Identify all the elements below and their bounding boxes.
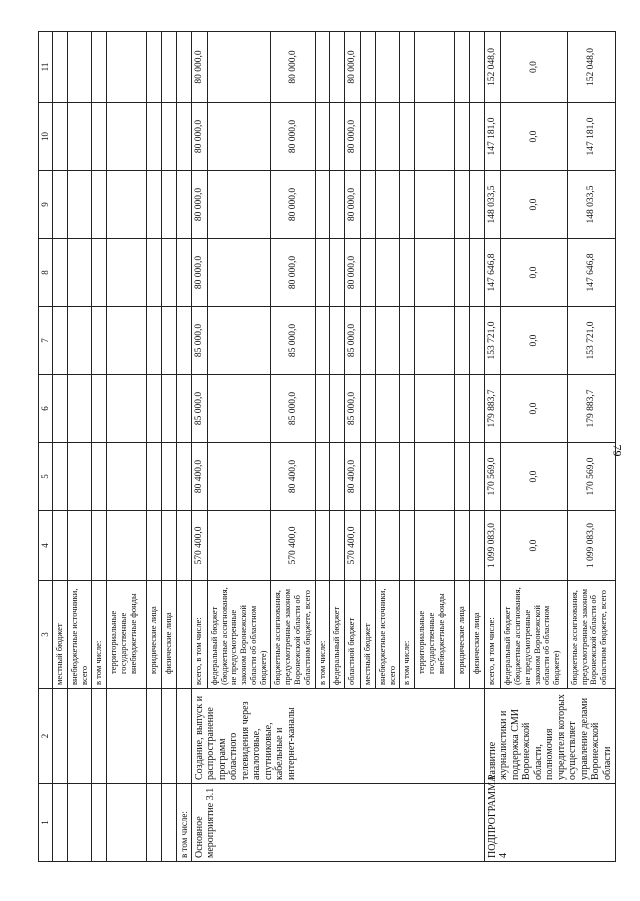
cell-value [53, 239, 68, 307]
cell-value [469, 443, 484, 511]
cell-value [455, 32, 470, 103]
cell-source: в том числе: [400, 581, 415, 689]
cell-value [330, 171, 345, 239]
cell-value [67, 375, 92, 443]
cell-value [147, 32, 162, 103]
cell-value [161, 103, 176, 171]
cell-value [53, 443, 68, 511]
cell-value [360, 103, 375, 171]
cell-value: 80 000,0 [191, 171, 207, 239]
cell-value [455, 375, 470, 443]
cell-value [469, 239, 484, 307]
col-header: 8 [39, 239, 53, 307]
cell-value [147, 443, 162, 511]
cell-name [53, 689, 68, 784]
cell-source: физические лица [161, 581, 176, 689]
cell-value [207, 32, 271, 103]
cell-source: юридические лица [147, 581, 162, 689]
cell-value: 80 000,0 [271, 239, 315, 307]
cell-value [107, 511, 147, 581]
cell-value [415, 171, 455, 239]
cell-value [92, 171, 107, 239]
cell-value [360, 375, 375, 443]
cell-value: 85 000,0 [191, 307, 207, 375]
cell-value [375, 239, 400, 307]
cell-value [469, 375, 484, 443]
col-header: 9 [39, 171, 53, 239]
cell-source: юридические лица [455, 581, 470, 689]
col-header: 3 [39, 581, 53, 689]
cell-value [375, 307, 400, 375]
cell-value: 152 048,0 [484, 32, 501, 103]
cell-value [176, 443, 191, 511]
col-header: 5 [39, 443, 53, 511]
cell-value: 80 400,0 [191, 443, 207, 511]
cell-value [67, 171, 92, 239]
cell-value [330, 103, 345, 171]
cell-source: федеральный бюджет (бюджетные ассигнования, не предусмотренные законом Воронежской области об областном бюджете) [501, 581, 568, 689]
table-row [161, 32, 176, 862]
cell-value: 80 400,0 [345, 443, 361, 511]
cell-value: 147 181,0 [484, 103, 501, 171]
cell-value [400, 103, 415, 171]
cell-value [469, 511, 484, 581]
cell-value [53, 307, 68, 375]
cell-value [147, 103, 162, 171]
cell-source: внебюджетные источники, всего [67, 581, 92, 689]
cell-value: 0,0 [501, 171, 568, 239]
cell-value: 1 099 083,0 [567, 511, 615, 581]
table-row [67, 32, 92, 862]
cell-source: в том числе: [92, 581, 107, 689]
cell-value [176, 375, 191, 443]
cell-value [147, 307, 162, 375]
cell-value [469, 171, 484, 239]
cell-value [176, 511, 191, 581]
cell-source: всего, в том числе: [191, 581, 207, 689]
cell-value [375, 375, 400, 443]
cell-name [176, 689, 191, 784]
cell-name [161, 689, 176, 784]
cell-name [147, 689, 162, 784]
cell-value [455, 171, 470, 239]
cell-value: 153 721,0 [567, 307, 615, 375]
cell-value [147, 239, 162, 307]
cell-value [330, 307, 345, 375]
cell-value [107, 443, 147, 511]
cell-value [161, 171, 176, 239]
cell-value [161, 443, 176, 511]
cell-value: 85 000,0 [271, 375, 315, 443]
cell-value [107, 239, 147, 307]
cell-value [92, 307, 107, 375]
cell-value: 147 646,8 [484, 239, 501, 307]
cell-value [107, 375, 147, 443]
cell-value [375, 32, 400, 103]
cell-value [147, 511, 162, 581]
cell-source: физические лица [469, 581, 484, 689]
col-header: 2 [39, 689, 53, 784]
cell-value [107, 171, 147, 239]
cell-source: в том числе: [315, 581, 330, 689]
table-row [92, 32, 107, 862]
cell-value [375, 171, 400, 239]
cell-value [67, 32, 92, 103]
cell-value: 80 400,0 [271, 443, 315, 511]
cell-source: бюджетные ассигнования, предусмотренные законом Воронежской области об областном бюджете, всего [271, 581, 315, 689]
cell-value [415, 103, 455, 171]
cell-value: 80 000,0 [345, 32, 361, 103]
cell-value: 80 000,0 [191, 103, 207, 171]
cell-value [67, 103, 92, 171]
cell-value [415, 375, 455, 443]
cell-value [330, 511, 345, 581]
cell-value [400, 443, 415, 511]
cell-source: внебюджетные источники, всего [375, 581, 400, 689]
cell-source [176, 581, 191, 689]
cell-value [415, 443, 455, 511]
col-header: 11 [39, 32, 53, 103]
cell-value [469, 307, 484, 375]
col-header: 10 [39, 103, 53, 171]
cell-source: территориальные государственные внебюджетные фонды [415, 581, 455, 689]
cell-value: 147 646,8 [567, 239, 615, 307]
cell-activity: Основное мероприятие 3.1 [191, 784, 484, 862]
cell-value [161, 32, 176, 103]
cell-value: 80 000,0 [345, 103, 361, 171]
cell-value [176, 239, 191, 307]
cell-value: 170 569,0 [484, 443, 501, 511]
cell-value [207, 171, 271, 239]
cell-source: федеральный бюджет (бюджетные ассигнования, не предусмотренные законом Воронежской области об областном бюджете) [207, 581, 271, 689]
cell-value [315, 375, 330, 443]
col-header: 7 [39, 307, 53, 375]
col-header: 4 [39, 511, 53, 581]
cell-value [315, 103, 330, 171]
cell-value: 570 400,0 [271, 511, 315, 581]
cell-value [161, 307, 176, 375]
cell-value: 80 000,0 [191, 32, 207, 103]
cell-value [455, 239, 470, 307]
cell-name [67, 689, 92, 784]
cell-value [92, 32, 107, 103]
cell-value [400, 307, 415, 375]
cell-value [107, 307, 147, 375]
page-number: 79 [610, 444, 625, 457]
cell-value [360, 32, 375, 103]
cell-activity [107, 784, 147, 862]
cell-value: 80 000,0 [271, 103, 315, 171]
cell-value [92, 239, 107, 307]
cell-value [330, 239, 345, 307]
cell-activity [53, 784, 68, 862]
cell-value [207, 443, 271, 511]
cell-value: 148 033,5 [484, 171, 501, 239]
cell-value [400, 375, 415, 443]
cell-value [315, 511, 330, 581]
cell-name: Создание, выпуск и распространение программ областного телевидения через аналоговые, спутниковые, кабельные и интернет-каналы [191, 689, 484, 784]
cell-value [315, 32, 330, 103]
cell-source: всего, в том числе: [484, 581, 501, 689]
cell-activity [161, 784, 176, 862]
cell-value: 179 883,7 [484, 375, 501, 443]
cell-value [147, 171, 162, 239]
cell-value [67, 443, 92, 511]
cell-value [330, 443, 345, 511]
cell-activity [67, 784, 92, 862]
cell-value [67, 511, 92, 581]
cell-value [161, 239, 176, 307]
cell-value: 170 569,0 [567, 443, 615, 511]
cell-value: 0,0 [501, 103, 568, 171]
cell-value: 85 000,0 [191, 375, 207, 443]
cell-activity [92, 784, 107, 862]
cell-value: 152 048,0 [567, 32, 615, 103]
cell-value [207, 103, 271, 171]
cell-value [67, 239, 92, 307]
col-header: 1 [39, 784, 53, 862]
cell-value [315, 307, 330, 375]
cell-value [330, 32, 345, 103]
cell-value [400, 239, 415, 307]
cell-value: 80 000,0 [345, 239, 361, 307]
cell-value [400, 32, 415, 103]
cell-value: 1 099 083,0 [484, 511, 501, 581]
cell-value: 0,0 [501, 375, 568, 443]
cell-value [315, 239, 330, 307]
cell-value [360, 171, 375, 239]
cell-value: 0,0 [501, 511, 568, 581]
cell-value [415, 32, 455, 103]
cell-value [455, 307, 470, 375]
cell-value [375, 511, 400, 581]
cell-name [107, 689, 147, 784]
cell-value: 85 000,0 [345, 307, 361, 375]
cell-value [330, 375, 345, 443]
table-row [191, 32, 207, 862]
cell-value [176, 103, 191, 171]
cell-value [415, 239, 455, 307]
cell-source: местный бюджет [53, 581, 68, 689]
cell-value [161, 511, 176, 581]
cell-value [455, 103, 470, 171]
cell-value [360, 307, 375, 375]
cell-name: Развитие журналистики и поддержка СМИ Воронежской области, полномочия учредителя которых осуществляет управление делами Воронежской области [484, 689, 616, 784]
cell-value: 147 181,0 [567, 103, 615, 171]
cell-value [375, 103, 400, 171]
cell-value [176, 307, 191, 375]
cell-value [53, 171, 68, 239]
table-row [53, 32, 68, 862]
cell-value: 0,0 [501, 239, 568, 307]
cell-value: 179 883,7 [567, 375, 615, 443]
rotated-table-container [38, 32, 613, 862]
cell-source: бюджетные ассигнования, предусмотренные законом Воронежской области об областном бюджете, всего [567, 581, 615, 689]
budget-table [38, 31, 616, 862]
cell-value [147, 375, 162, 443]
cell-value [161, 375, 176, 443]
cell-value: 153 721,0 [484, 307, 501, 375]
cell-value [53, 375, 68, 443]
cell-value [107, 32, 147, 103]
cell-value [92, 103, 107, 171]
cell-value [315, 171, 330, 239]
cell-activity [147, 784, 162, 862]
cell-source: областной бюджет [345, 581, 361, 689]
cell-value [400, 511, 415, 581]
cell-value [400, 171, 415, 239]
cell-value [360, 511, 375, 581]
cell-value [92, 375, 107, 443]
table-row [147, 32, 162, 862]
cell-value: 80 000,0 [271, 32, 315, 103]
cell-value: 80 000,0 [345, 171, 361, 239]
cell-value: 85 000,0 [345, 375, 361, 443]
cell-value [92, 443, 107, 511]
cell-value [53, 103, 68, 171]
cell-source: территориальные государственные внебюджетные фонды [107, 581, 147, 689]
cell-value [207, 239, 271, 307]
table-row [107, 32, 147, 862]
cell-value [469, 32, 484, 103]
cell-value: 80 000,0 [191, 239, 207, 307]
cell-value [455, 443, 470, 511]
cell-name [92, 689, 107, 784]
cell-value [207, 307, 271, 375]
cell-value [315, 443, 330, 511]
cell-value: 148 033,5 [567, 171, 615, 239]
table-row [176, 32, 191, 862]
cell-value [469, 103, 484, 171]
cell-value [360, 239, 375, 307]
cell-value: 570 400,0 [191, 511, 207, 581]
cell-value [67, 307, 92, 375]
cell-value: 0,0 [501, 32, 568, 103]
cell-value [92, 511, 107, 581]
cell-source: федеральный бюджет [330, 581, 345, 689]
cell-value [415, 511, 455, 581]
col-header: 6 [39, 375, 53, 443]
cell-value [207, 375, 271, 443]
cell-value [207, 511, 271, 581]
cell-value: 85 000,0 [271, 307, 315, 375]
cell-value [415, 307, 455, 375]
header-row [39, 32, 53, 862]
cell-value: 570 400,0 [345, 511, 361, 581]
cell-value [53, 32, 68, 103]
cell-value [455, 511, 470, 581]
cell-activity: ПОДПРОГРАММА 4 [484, 784, 616, 862]
table-row [484, 32, 501, 862]
cell-value: 0,0 [501, 307, 568, 375]
cell-value [53, 511, 68, 581]
cell-value [176, 171, 191, 239]
cell-value [107, 103, 147, 171]
cell-value: 80 000,0 [271, 171, 315, 239]
cell-activity: в том числе: [176, 784, 191, 862]
cell-value [176, 32, 191, 103]
cell-source: местный бюджет [360, 581, 375, 689]
cell-value [375, 443, 400, 511]
cell-value: 0,0 [501, 443, 568, 511]
cell-value [360, 443, 375, 511]
